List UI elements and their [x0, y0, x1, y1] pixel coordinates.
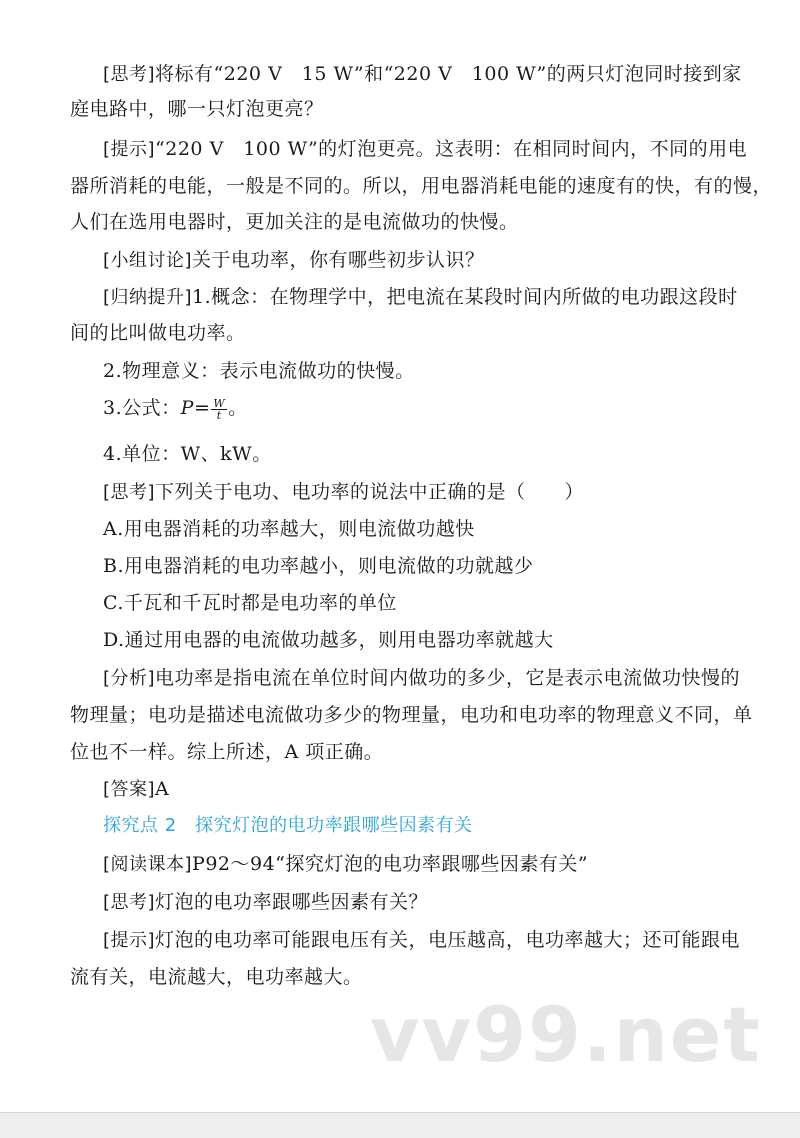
think1-line1: [103, 62, 763, 87]
analysis-line2: 物理量；电功是描述电流做功多少的物理量，电功和电功率的物理意义不同，单: [70, 704, 753, 726]
formula-eq: =: [193, 397, 211, 419]
think3-tag: [思考]: [103, 892, 156, 913]
section-heading: 探究点 2 探究灯泡的电功率跟哪些因素有关: [103, 815, 473, 836]
option-c: C.千瓦和千瓦时都是电功率的单位: [103, 592, 397, 614]
reading-tag: [阅读课本]: [103, 854, 193, 875]
hint2-line2: 流有关，电流越大，电功率越大。: [70, 966, 363, 988]
answer-line: [103, 777, 763, 802]
summary-line2: 间的比叫做电功率。: [70, 322, 246, 344]
reading-text: P92～94“探究灯泡的电功率跟哪些因素有关”: [192, 853, 589, 875]
summary-item4: 4.单位：W、kW。: [103, 443, 272, 465]
hint1-text1: “220 V 100 W”的灯泡更亮。这表明：在相同时间内，不同的用电: [155, 138, 748, 160]
summary-text1: 1.概念：在物理学中，把电流在某段时间内所做的电功跟这段时: [192, 286, 738, 308]
option-b: B.用电器消耗的电功率越小，则电流做的功就越少: [103, 555, 534, 577]
think-tag: [思考]: [103, 64, 156, 85]
hint2-text1: 灯泡的电功率可能跟电压有关，电压越高，电功率越大；还可能跟电: [155, 929, 741, 951]
group-discussion-tag: [小组讨论]: [103, 250, 193, 271]
analysis-line3: 位也不一样。综上所述，A 项正确。: [70, 741, 384, 763]
reading-line: [103, 852, 763, 877]
think3-line: [103, 890, 763, 915]
think2-line: [103, 480, 763, 505]
think2-tag: [思考]: [103, 482, 156, 503]
analysis-tag: [分析]: [103, 668, 156, 689]
think1-line2: 庭电路中，哪一只灯泡更亮？: [70, 98, 324, 120]
watermark: vv99.net: [370, 990, 762, 1079]
answer-tag: [答案]: [103, 779, 156, 800]
option-d: D.通过用电器的电流做功越多，则用电器功率就越大: [103, 629, 554, 651]
summary-item3: [103, 396, 763, 421]
formula-prefix: 3.公式：: [103, 397, 181, 419]
formula-denominator: t: [216, 408, 222, 422]
analysis-text1: 电功率是指电流在单位时间内做功的多少，它是表示电流做功快慢的: [155, 667, 741, 689]
summary-line1: [103, 285, 763, 310]
think2-text: 下列关于电功、电功率的说法中正确的是（ ）: [155, 481, 585, 503]
group-discussion-line: [103, 248, 763, 273]
hint1-line1: [103, 137, 763, 162]
answer-text: A: [155, 778, 170, 800]
think1-text1: 将标有“220 V 15 W”和“220 V 100 W”的两只灯泡同时接到家: [155, 63, 742, 85]
page-bottom-bar: [0, 1112, 800, 1138]
analysis-line1: [103, 666, 763, 691]
hint2-line1: [103, 928, 763, 953]
summary-item2: 2.物理意义：表示电流做功的快慢。: [103, 360, 415, 382]
formula-numerator: W: [213, 396, 226, 410]
hint-tag: [提示]: [103, 139, 156, 160]
group-discussion-text: 关于电功率，你有哪些初步认识？: [192, 249, 485, 271]
hint1-line3: 人们在选用电器时，更加关注的是电流做功的快慢。: [70, 211, 519, 233]
summary-tag: [归纳提升]: [103, 287, 193, 308]
formula-end: 。: [228, 397, 248, 419]
hint2-tag: [提示]: [103, 930, 156, 951]
formula-p: P: [180, 397, 194, 419]
hint1-line2: 器所消耗的电能，一般是不同的。所以，用电器消耗电能的速度有的快，有的慢，: [70, 175, 773, 197]
formula-fraction: [211, 398, 227, 421]
think3-text: 灯泡的电功率跟哪些因素有关？: [155, 891, 429, 913]
option-a: A.用电器消耗的功率越大，则电流做功越快: [103, 518, 475, 540]
